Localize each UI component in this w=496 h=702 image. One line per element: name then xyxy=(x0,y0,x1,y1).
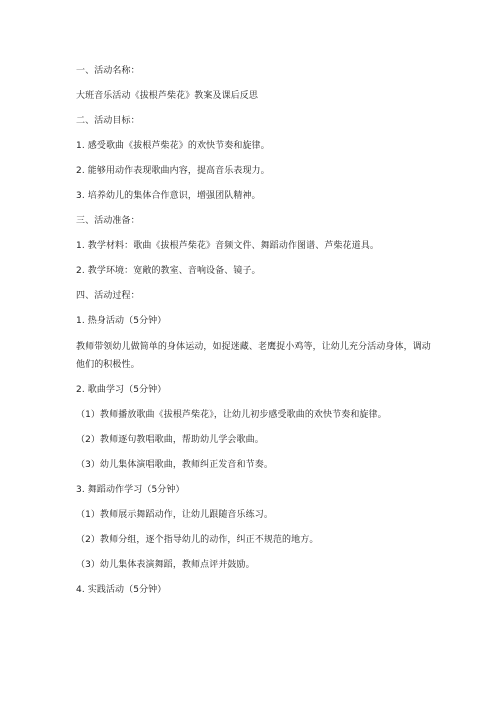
process-substep: （2）教师逐句教唱歌曲，帮助幼儿学会歌曲。 xyxy=(76,435,264,445)
process-substep: （1）教师展示舞蹈动作，让幼儿跟随音乐练习。 xyxy=(76,510,273,520)
process-substep: （2）教师分组，逐个指导幼儿的动作，纠正不规范的地方。 xyxy=(76,535,319,545)
goal-item: 1. 感受歌曲《拔根芦柴花》的欢快节奏和旋律。 xyxy=(76,141,270,151)
section-heading-preparation: 三、活动准备： xyxy=(76,216,140,226)
process-substep: （3）幼儿集体表演舞蹈，教师点评并鼓励。 xyxy=(76,560,255,570)
process-step-heading: 3. 舞蹈动作学习（5分钟） xyxy=(76,485,185,495)
section-heading-goals: 二、活动目标： xyxy=(76,116,140,126)
process-step-heading: 2. 歌曲学习（5分钟） xyxy=(76,385,167,395)
section-heading-activity-name: 一、活动名称： xyxy=(76,66,140,76)
activity-title: 大班音乐活动《拔根芦柴花》教案及课后反思 xyxy=(76,91,259,101)
process-substep: （3）幼儿集体演唱歌曲，教师纠正发音和节奏。 xyxy=(76,460,273,470)
section-heading-process: 四、活动过程： xyxy=(76,291,140,301)
goal-item: 2. 能够用动作表现歌曲内容，提高音乐表现力。 xyxy=(76,166,270,176)
process-substep: （1）教师播放歌曲《拔根芦柴花》，让幼儿初步感受歌曲的欢快节奏和旋律。 xyxy=(76,410,387,420)
process-step-heading: 4. 实践活动（5分钟） xyxy=(76,585,167,595)
process-step-paragraph: 教师带领幼儿做简单的身体运动，如捉迷藏、老鹰捉小鸡等，让幼儿充分活动身体，调动他们的积极性。 xyxy=(76,342,431,370)
preparation-item: 1. 教学材料：歌曲《拔根芦柴花》音频文件、舞蹈动作图谱、芦柴花道具。 xyxy=(76,241,379,251)
document-body xyxy=(76,66,436,610)
process-step-heading: 1. 热身活动（5分钟） xyxy=(76,316,167,326)
goal-item: 3. 培养幼儿的集体合作意识，增强团队精神。 xyxy=(76,191,261,201)
preparation-item: 2. 教学环境：宽敞的教室、音响设备、镜子。 xyxy=(76,266,261,276)
